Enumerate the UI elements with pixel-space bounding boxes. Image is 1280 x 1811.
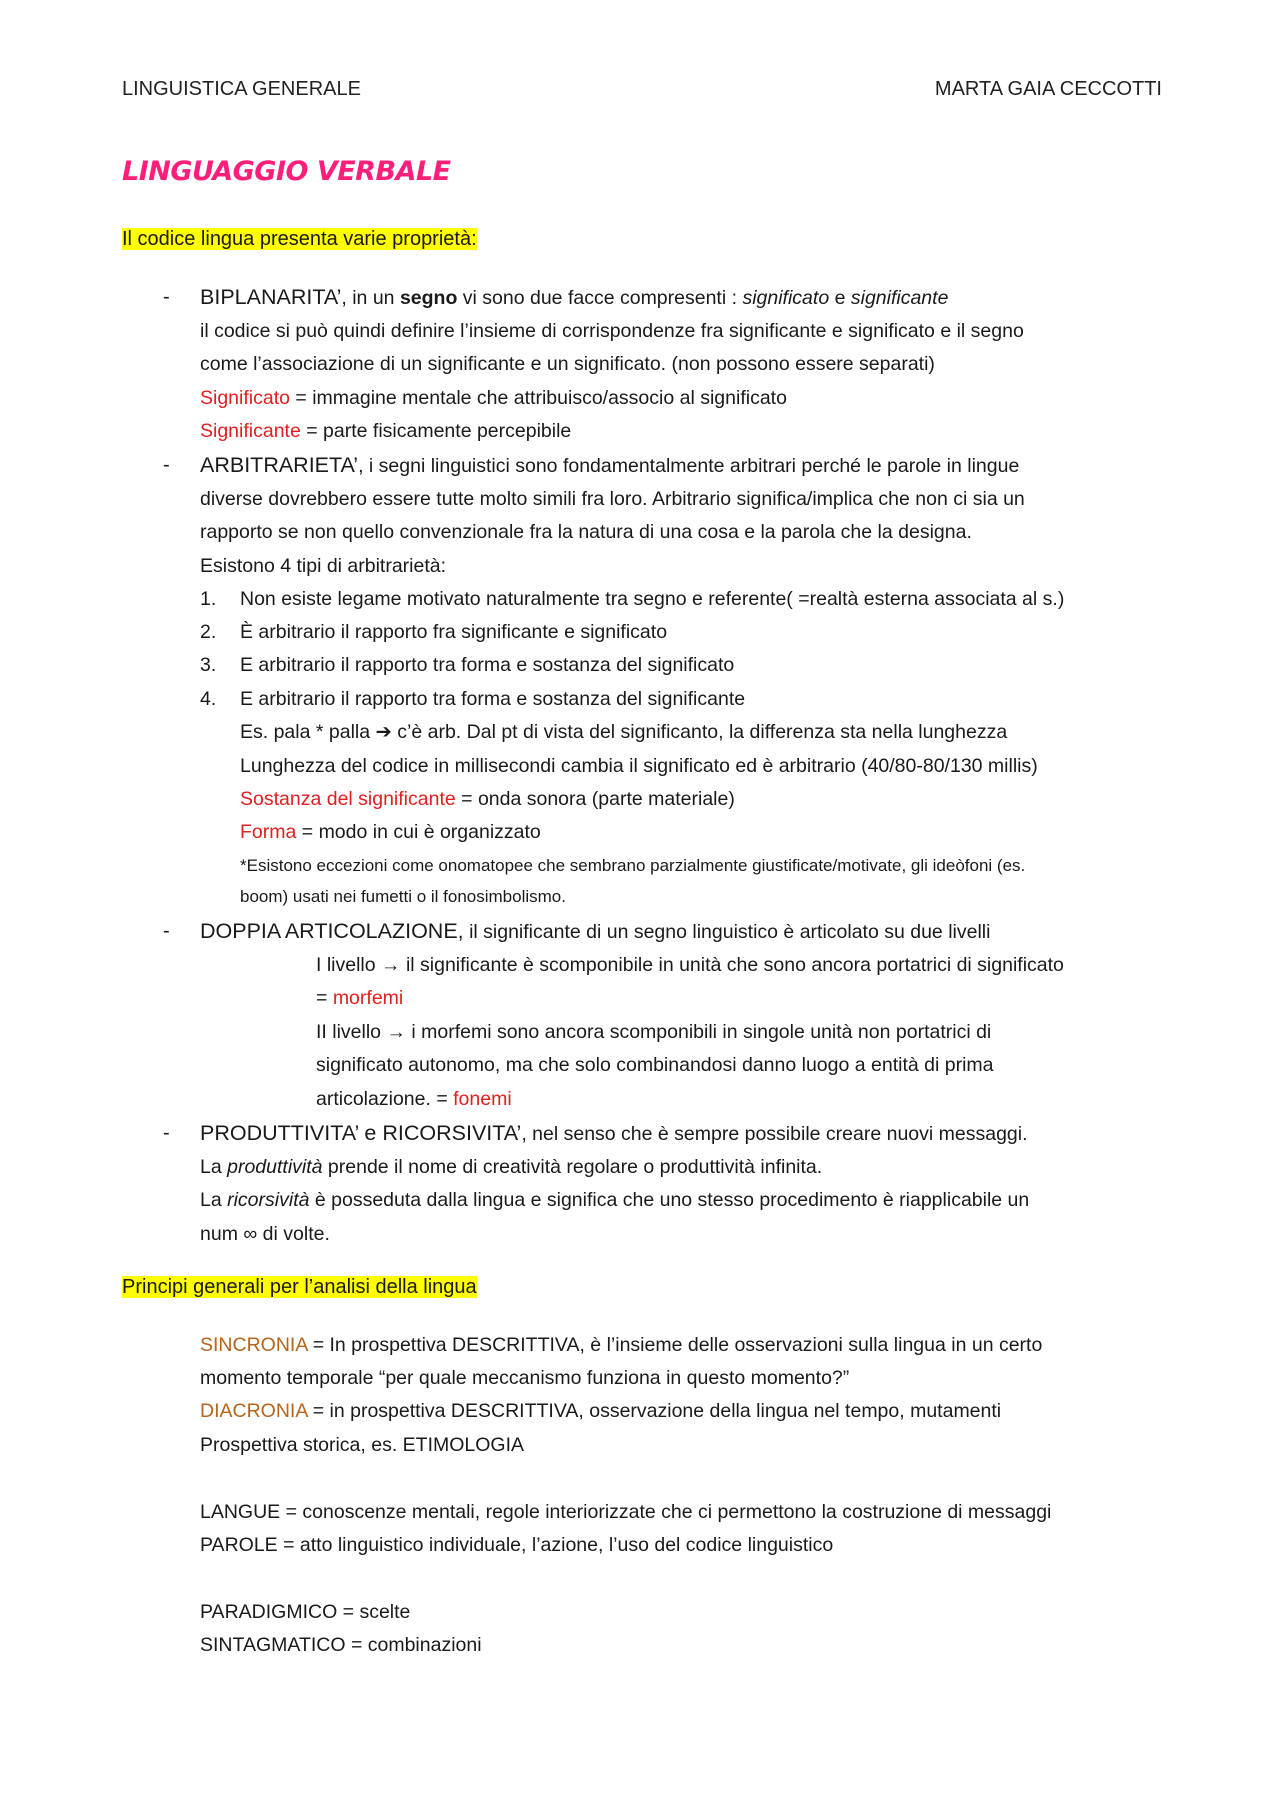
text: La bbox=[200, 1189, 228, 1211]
page-title: LINGUAGGIO VERBALE bbox=[122, 156, 451, 187]
text: e bbox=[829, 287, 851, 309]
example-line bbox=[240, 719, 1007, 745]
list-item: Non esiste legame motivato naturalmente tra segno e referente( =realtà esterna associata al s.) bbox=[240, 588, 1065, 610]
list-item-number: 1. bbox=[200, 588, 217, 610]
text: = modo in cui è organizzato bbox=[296, 821, 541, 843]
term-sincronia: SINCRONIA bbox=[200, 1334, 308, 1356]
produttivita-term: PRODUTTIVITA’ e RICORSIVITA’ bbox=[200, 1121, 522, 1145]
ricorsivita-italic: ricorsività bbox=[227, 1189, 310, 1211]
paradigmico-line: PARADIGMICO = scelte bbox=[200, 1601, 411, 1623]
arrow-right-icon: → bbox=[386, 1021, 406, 1043]
sintagmatico-line: SINTAGMATICO = combinazioni bbox=[200, 1634, 482, 1656]
text: = parte fisicamente percepibile bbox=[300, 420, 572, 442]
arrow-right-icon: ➔ bbox=[375, 721, 392, 743]
term-diacronia: DIACRONIA bbox=[200, 1400, 308, 1422]
text: è posseduta dalla lingua e significa che uno stesso procedimento è riapplicabile un bbox=[309, 1189, 1030, 1211]
paragraph-line: Esistono 4 tipi di arbitrarietà: bbox=[200, 555, 447, 577]
section-heading-properties bbox=[122, 228, 477, 251]
paragraph-line bbox=[200, 1154, 822, 1180]
term-morfemi: morfemi bbox=[332, 987, 404, 1009]
diacronia-line bbox=[200, 1398, 1001, 1424]
paragraph-line: il codice si può quindi definire l’insieme di corrispondenze fra significante e significato e il segno bbox=[200, 320, 1024, 342]
fonemi-line bbox=[316, 1086, 512, 1112]
text: La bbox=[200, 1156, 228, 1178]
list-item-number: 3. bbox=[200, 654, 217, 676]
footnote-line: boom) usati nei fumetti o il fonosimbolismo. bbox=[240, 887, 566, 906]
text: = in prospettiva DESCRITTIVA, osservazione della lingua nel tempo, mutamenti bbox=[307, 1400, 1002, 1422]
biplanarita-term: BIPLANARITA’ bbox=[200, 285, 342, 309]
list-item: È arbitrario il rapporto fra significante e significato bbox=[240, 621, 668, 643]
paragraph-line: come l’associazione di un significante e un significato. (non possono essere separati) bbox=[200, 353, 935, 375]
term-fonemi: fonemi bbox=[453, 1088, 512, 1110]
paragraph-line: num ∞ di volte. bbox=[200, 1223, 330, 1245]
term-significante: Significante bbox=[200, 420, 301, 442]
morfemi-line bbox=[316, 985, 403, 1011]
term-significato: Significato bbox=[200, 387, 290, 409]
langue-line: LANGUE = conoscenze mentali, regole interiorizzate che ci permettono la costruzione di messaggi bbox=[200, 1501, 1052, 1523]
text: I livello bbox=[316, 954, 382, 976]
term-sostanza: Sostanza del significante bbox=[240, 788, 456, 810]
segno-bold: segno bbox=[399, 287, 458, 309]
paragraph-line: Lunghezza del codice in millisecondi cambia il significato ed è arbitrario (40/80-80/130 millis) bbox=[240, 755, 1038, 777]
text: = In prospettiva DESCRITTIVA, è l’insieme delle osservazioni sulla lingua in un certo bbox=[307, 1334, 1043, 1356]
section-heading-principles bbox=[122, 1276, 477, 1299]
livello-i-line bbox=[316, 952, 1064, 978]
paragraph-line: diverse dovrebbero essere tutte molto simili fra loro. Arbitrario significa/implica che non ci sia un bbox=[200, 488, 1025, 510]
definition-significante bbox=[200, 418, 571, 444]
text: Es. pala * palla bbox=[240, 721, 376, 743]
text: vi sono due facce compresenti : bbox=[457, 287, 743, 309]
text: , nel senso che è sempre possibile creare nuovi messaggi. bbox=[521, 1123, 1028, 1145]
significante-italic: significante bbox=[850, 287, 949, 309]
sincronia-line bbox=[200, 1332, 1042, 1358]
list-item: E arbitrario il rapporto tra forma e sostanza del significato bbox=[240, 654, 735, 676]
significato-italic: significato bbox=[742, 287, 830, 309]
livello-ii-line bbox=[316, 1019, 991, 1045]
bullet-dash: - bbox=[163, 454, 170, 476]
highlighted-heading: Principi generali per l’analisi della lingua bbox=[122, 1276, 477, 1298]
text: = onda sonora (parte materiale) bbox=[455, 788, 735, 810]
text: il significante è scomponibile in unità che sono ancora portatrici di significato bbox=[400, 954, 1064, 976]
term-forma: Forma bbox=[240, 821, 297, 843]
header-author: MARTA GAIA CECCOTTI bbox=[934, 78, 1162, 100]
bullet-dash: - bbox=[163, 920, 170, 942]
paragraph-line: significato autonomo, ma che solo combinandosi danno luogo a entità di prima bbox=[316, 1054, 994, 1076]
text: i morfemi sono ancora scomponibili in singole unità non portatrici di bbox=[405, 1021, 992, 1043]
list-item: E arbitrario il rapporto tra forma e sostanza del significante bbox=[240, 688, 746, 710]
biplanarita-line bbox=[200, 284, 948, 311]
list-item-number: 4. bbox=[200, 688, 217, 710]
definition-sostanza bbox=[240, 786, 735, 812]
parole-line: PAROLE = atto linguistico individuale, l’azione, l’uso del codice linguistico bbox=[200, 1534, 834, 1556]
paragraph-line: Prospettiva storica, es. ETIMOLOGIA bbox=[200, 1434, 525, 1456]
text: = immagine mentale che attribuisco/associo al significato bbox=[289, 387, 787, 409]
text: il significante di un segno linguistico è articolato su due livelli bbox=[463, 921, 991, 943]
list-item-number: 2. bbox=[200, 621, 217, 643]
doppia-line bbox=[200, 918, 990, 945]
arrow-right-icon: → bbox=[381, 954, 401, 976]
definition-forma bbox=[240, 819, 541, 845]
header-course: LINGUISTICA GENERALE bbox=[122, 78, 361, 100]
text: II livello bbox=[316, 1021, 387, 1043]
paragraph-line: rapporto se non quello convenzionale fra la natura di una cosa e la parola che la designa. bbox=[200, 521, 972, 543]
bullet-dash: - bbox=[163, 286, 170, 308]
arbitrarieta-term: ARBITRARIETA’ bbox=[200, 453, 359, 477]
text: articolazione. = bbox=[316, 1088, 454, 1110]
text: = bbox=[316, 987, 333, 1009]
definition-significato bbox=[200, 385, 787, 411]
highlighted-heading: Il codice lingua presenta varie proprietà: bbox=[122, 228, 477, 250]
arbitrarieta-line bbox=[200, 452, 1019, 479]
text: , in un bbox=[341, 287, 400, 309]
footnote-line: *Esistono eccezioni come onomatopee che sembrano parzialmente giustificate/motivate, gli ideòfoni (es. bbox=[240, 856, 1026, 875]
bullet-dash: - bbox=[163, 1122, 170, 1144]
paragraph-line: momento temporale “per quale meccanismo funziona in questo momento?” bbox=[200, 1367, 850, 1389]
produttivita-line bbox=[200, 1120, 1028, 1147]
text: , i segni linguistici sono fondamentalmente arbitrari perché le parole in lingue bbox=[358, 455, 1020, 477]
produttivita-italic: produttività bbox=[227, 1156, 323, 1178]
doppia-term: DOPPIA ARTICOLAZIONE, bbox=[200, 919, 464, 943]
text: prende il nome di creatività regolare o produttività infinita. bbox=[322, 1156, 823, 1178]
text: c’è arb. Dal pt di vista del significanto, la differenza sta nella lunghezza bbox=[391, 721, 1008, 743]
paragraph-line bbox=[200, 1187, 1029, 1213]
